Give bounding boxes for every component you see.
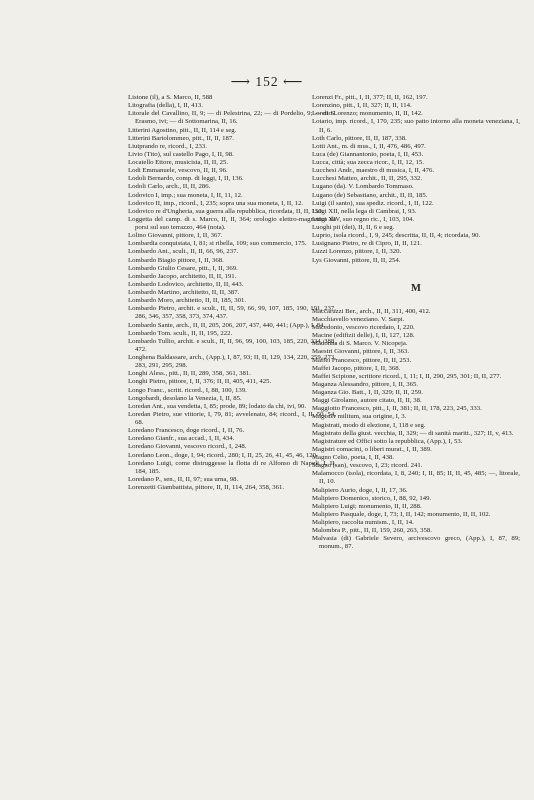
index-entry: Lombardo Lodovico, architetto, II, II, 443. [128, 280, 244, 288]
index-entry: Malipiero Domenico, storico, I, 88, 92, 149. [312, 494, 432, 502]
index-entry: Lucca, città; sua zecca ricor., I, II, 12, 15. [312, 159, 424, 166]
index-entry: Loggetta del camp. di s. Marco, II, II, 364; orologio elettro-magnetico da porsi sul suo terrazzo, 464 (nota). [128, 215, 336, 231]
index-entry: Lucchesi Matteo, archit., II, II, 295, 332. [312, 175, 423, 183]
index-entry: Loretto Lorenzo; monumento, II, II, 142. [312, 110, 423, 118]
index-entry: Lombardo Ant., scult., II, II, 66, 96, 237. [128, 248, 239, 256]
index-entry: Lodi Emmanuele, vescovo, II, II, 96. [128, 167, 228, 175]
index-entry: Lodovico re d'Ungheria, sua guerra alla repubblica, ricordata, II, II, 150. [128, 207, 324, 215]
index-entry: Lys Giovanni, pittore, II, II, 254. [312, 256, 401, 264]
index-entry: Locatello Ettore, musicista, II, II, 25. [128, 159, 229, 166]
index-entry: Lodovico I, imp.; sua moneta, I, II, 11, 12. [128, 191, 243, 199]
index-entry: Lombardo Martino, architetto, II, II, 387. [128, 289, 240, 296]
index-entry: Magister militum, sua origine, I, 3. [312, 413, 407, 421]
index-entry: Malipiero Pasquale, doge, I, 73; I, II, 142; monumento, II, II, 102. [312, 510, 491, 518]
index-entry: Loredano Francesco, doge ricord., I, II, 76. [128, 427, 245, 435]
index-entry: Litorale del Cavallino, II, 9; — di Pelestrina, 22; — di Pordelio, 9; — di S. Erasmo, ivi; — di Sottomarina, II, 16. [128, 110, 336, 126]
index-entry: Listone (il), a S. Marco, II, 588 [128, 94, 213, 101]
index-entry: Magistrati, modo di elezione, I, 118 e seg. [312, 421, 426, 429]
index-entry: Maffei Scipione, scrittore ricord., I, 11; I, II, 290, 295, 301; II, II, 277. [312, 372, 502, 380]
index-entry: Lugano (de) Sebastiano, archit., II, II, 185. [312, 191, 428, 199]
index-entry: Lorenzetti Giambattista, pittore, II, II, 114, 264, 358, 361. [128, 484, 285, 491]
index-entry: Lorenzi Fr., pitt., I, II, 377; II, II, 162, 197. [312, 94, 428, 101]
index-column-right [312, 94, 520, 552]
index-entry: Lolino Giovanni, pittore, I, II, 367. [128, 232, 223, 240]
index-entry: Litografia (della), I, II, 413. [128, 102, 203, 110]
index-entry: Lombardo Tullio, archit. e scult., II, II, 96, 99, 100, 103, 185, 220, 224, 388, 472. [128, 337, 336, 353]
page-number: 152 [255, 74, 279, 89]
index-entry: Luoghi pii (dei), II, II, 6 e seg. [312, 224, 395, 231]
index-entry: Loredan Ant., sua vendetta, I, 85; prode, 89; lodato da chi, ivi, 90. [128, 402, 307, 410]
index-entry: Luigi XII, nella lega di Cambrai, I, 93. [312, 207, 417, 215]
index-entry: Macedonio, vescovo ricordato, I, 220. [312, 324, 415, 331]
index-entry: Loredano P., sen., II, II, 97; sua urna, 98. [128, 475, 239, 483]
index-entry: Macine (edifizii delle), I, II, 127, 128. [312, 332, 415, 340]
index-entry: Lombardo Giulio Cesare, pitt., I, II, 369. [128, 264, 238, 272]
index-entry: Lusignano Pietro, re di Cipro, II, II, 121. [312, 240, 422, 248]
index-entry: Lodoli Carlo, arch., II, II, 286. [128, 183, 211, 191]
index-entry: Magistri comacini, o liberi murat., I, II, 389. [312, 445, 432, 453]
page-header [0, 74, 534, 90]
index-entry: Luzzi Lorenzo, pittore, I, II, 320. [312, 248, 402, 256]
index-entry: Longobardi, desolano la Venezia, I, II, 85. [128, 394, 242, 402]
index-column-left [128, 94, 336, 492]
index-entry: Maffei Francesco, pittore, II, II, 253. [312, 356, 412, 364]
index-entry: Lorenzino, pitt., I, II, 327; II, II, 114. [312, 102, 412, 110]
index-entry: Malvasia (di) Gabriele Severo, arcivescovo greco, (App.), I, 87, 89; monum., 87. [312, 535, 520, 551]
index-entry: Longhi Pietro, pittore, I, II, 376; II, II, 405, 411, 425. [128, 378, 272, 386]
index-entry: Lodoli Bernardo, comp. di leggi, I, II, 136. [128, 175, 244, 183]
index-entry: Magno Celio, poeta, I, II, 438. [312, 454, 395, 461]
index-entry: Luigi XIV, suo regno ric., I, 103, 104. [312, 215, 415, 223]
index-entry: Loth Carlo, pittore, II, II, 187, 338. [312, 134, 407, 142]
index-entry: Liutprando re, ricord., I, 233. [128, 142, 207, 150]
index-entry: Malipiero Aurio, doge, I, II, 17, 36. [312, 486, 408, 494]
index-entry: Magno (san), vescovo, I, 23; ricord. 241. [312, 462, 423, 470]
index-entry: Maganza Gio. Batt., I, II, 329; II, II, 259. [312, 389, 423, 396]
index-entry: Madonna di S. Marco. V. Nicopeja. [312, 340, 408, 348]
index-entry: Maggi Girolamo, autore citato, II, II, 38. [312, 397, 422, 405]
index-entry: Maestri Giovanni, pittore, I, II, 363. [312, 348, 410, 356]
l-entries-continued [312, 94, 520, 265]
index-entry: Lotario, imp. ricord., I, 170, 235; suo patto intorno alla moneta veneziana, I, II, 6. [312, 118, 520, 134]
index-entry: Loredano Leon., doge, I, 94; ricord., 280; I, II, 25, 26, 41, 45, 46, 120. [128, 451, 318, 459]
index-entry: Livio (Tito), sul castello Pago, I, II, 98. [128, 150, 234, 158]
index-entry: Loredano Gianfr., sua accad., I, II, 434. [128, 435, 235, 443]
index-entry: Lombardia conquistata, I, 81; si ribella, 109; suo commercio, 175. [128, 240, 307, 248]
index-entry: Lombardo Pietro, archit. e scult., II, II, 59, 66, 99, 107, 185, 190, 191, 237, 286, 346, 357, 358, 373, 374, 437. [128, 305, 336, 321]
index-entry: Luigi (il santo), sua spediz. ricord., I, II, 122. [312, 199, 434, 207]
index-entry: Lombardo Jacopo, architetto, II, II, 191. [128, 272, 237, 280]
index-entry: Malipiero Luigi; monumento, II, II, 288. [312, 502, 422, 510]
index-entry: Malombra P., pitt., II, II, 159, 260, 263, 358. [312, 527, 432, 535]
index-entry: Maggiotto Francesco, pitt., I, II, 381; II, II, 178, 223, 245, 333. [312, 405, 482, 413]
header-ornament-left: ⟶ [230, 74, 256, 89]
index-entry: Lugano (da). V. Lombardo Tommaso. [312, 183, 414, 191]
index-entry: Loredano Giovanni, vescovo ricord., I, 248. [128, 443, 247, 451]
index-entry: Lodovico II, imp., ricord., I, 235; sopra una sua moneta, I, II, 12. [128, 199, 304, 207]
index-entry: Loredan Pietro, sue vittorie, I, 79, 81; avvelenato, 84; ricord., I, II, 50, 54, 68. [128, 410, 336, 426]
index-entry: Lotti Ant., m. di mus., I, II, 476, 486, 497. [312, 142, 426, 150]
index-entry: Longo Franc., scritt. ricord., I, 88, 100, 139. [128, 386, 247, 394]
index-entry: Lombardo Biagio pittore, I, II, 368. [128, 256, 224, 264]
index-entry: Litterini Agostino, pitt., II, II, 114 e seg. [128, 126, 237, 134]
index-entry: Longhena Baldassare, arch., (App.), I, 87, 93; II, II, 129, 134, 220, 259, 273, 283, 291, 295, 298. [128, 354, 336, 370]
index-entry: Maganza Alessandro, pittore, I, II, 365. [312, 380, 419, 388]
index-entry: Magistrato della giust. vecchia, II, 329; — di sanità maritt., 327; II, v, 413. [312, 429, 514, 437]
section-letter-m: M [411, 282, 421, 294]
header-ornament-right: ⟵ [278, 74, 304, 89]
index-entry: Maccaruzzi Ber., arch., II, II, 311, 400, 412. [312, 307, 431, 315]
index-entry: Malipiero, raccolta numism., I, II, 14. [312, 519, 414, 526]
index-entry: Macchiavello veneziano. V. Sarpi. [312, 315, 405, 323]
index-entry: Maffei Jacopo, pittore, I, II, 368. [312, 364, 401, 372]
index-entry: Loredano Luigi, come distruggesse la flotta di re Alfonso di Napoli, I, II, 184, 185. [128, 459, 336, 475]
index-entry: Lombardo Moro, architetto, II, II, 185, 301. [128, 297, 247, 305]
index-entry: Lucchesi Andr., maestro di musica, I, II, 476. [312, 167, 435, 175]
index-entry: Luca (de) Giannantonio, poeta, I, II, 453. [312, 150, 424, 158]
index-entry: Luprio, isola ricord., I, 9, 245; descritta, II, II, 4; ricordata, 90. [312, 232, 481, 240]
index-entry: Magistrature ed Offici sotto la repubblica, (App.), I, 53. [312, 437, 463, 445]
index-entry: Lombardo Tom. scult., II, II, 195, 222. [128, 329, 233, 337]
index-entry: Malamocco (isola), ricordata, I, 8, 240; I, II, 85; II, II, 45, 485; —, litorale, II, 10. [312, 470, 520, 486]
index-entry: Litterini Bartolommeo, pitt., II, II, 187. [128, 134, 234, 142]
index-entry: Lombardo Sante, arch., II, II, 205, 206, 207, 437, 440, 441; (App.), I, 84. [128, 321, 326, 329]
index-entry: Longhi Aless., pitt., II, II, 289, 358, 361, 381. [128, 370, 251, 378]
m-entries [312, 308, 520, 552]
